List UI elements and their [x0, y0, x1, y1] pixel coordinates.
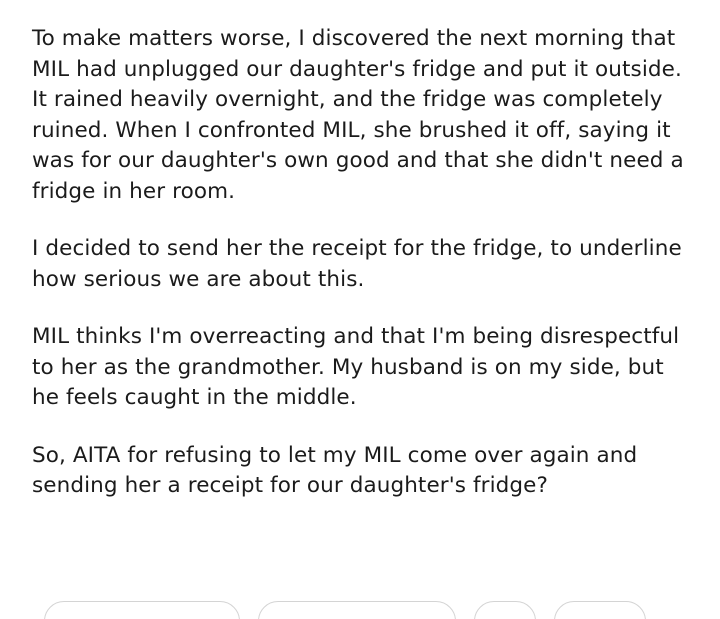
- post-paragraph: To make matters worse, I discovered the next morning that MIL had unplugged our daughter's fridge and put it outside. It rained heavily overnight, and the fridge was completely ruined. When I confronted MIL, she brushed it off, saying it was for our daughter's own good and that she didn't need a fridge in her room.: [32, 26, 684, 204]
- post-action-bar: [0, 601, 720, 619]
- post-paragraph: MIL thinks I'm overreacting and that I'm being disrespectful to her as the grandmother. My husband is on my side, but he feels caught in the middle.: [32, 324, 680, 411]
- comments-pill[interactable]: [258, 601, 456, 619]
- share-pill[interactable]: [554, 601, 646, 619]
- vote-pill[interactable]: [44, 601, 240, 619]
- post-paragraph: I decided to send her the receipt for the fridge, to underline how serious we are about this.: [32, 236, 682, 292]
- post-paragraph: So, AITA for refusing to let my MIL come over again and sending her a receipt for our daughter's fridge?: [32, 442, 638, 499]
- award-pill[interactable]: [474, 601, 536, 619]
